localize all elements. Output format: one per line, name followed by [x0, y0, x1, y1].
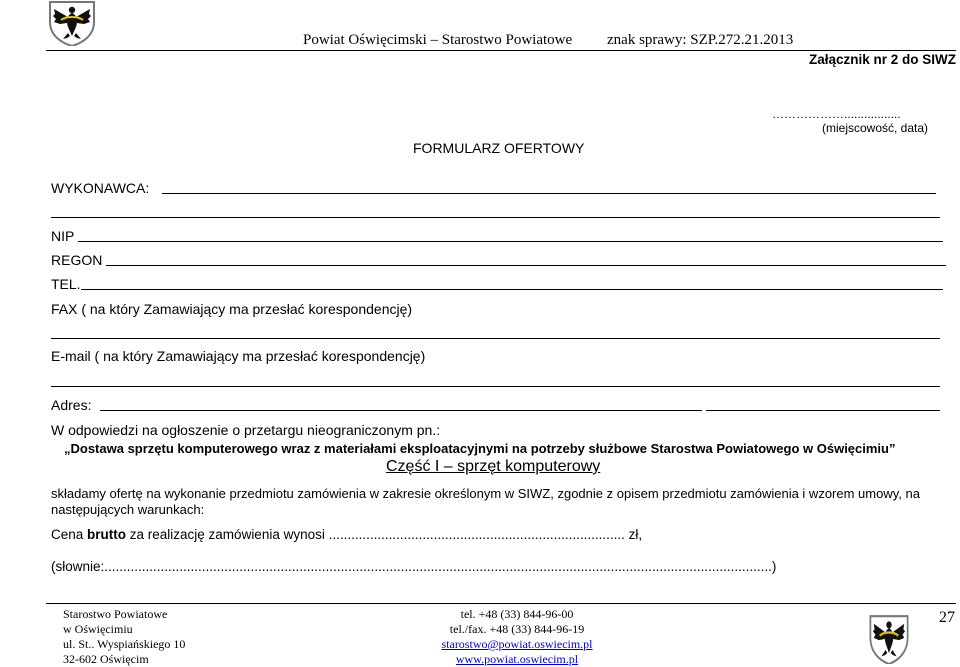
- price-in-words[interactable]: (słownie:..................................................................................................................................................................................): [51, 559, 777, 574]
- footer-left-line-4: 32-602 Oświęcim: [63, 652, 149, 666]
- attachment-label: Załącznik nr 2 do SIWZ: [809, 52, 957, 67]
- contractor-line-2[interactable]: [51, 217, 940, 218]
- offer-text-line-1: składamy ofertę na wykonanie przedmiotu zamówienia w zakresie określonym w SIWZ, zgodnie z opisem przedmiotu zamówienia i wzorem umowy, na: [51, 486, 920, 501]
- place-date-label: (miejscowość, data): [822, 121, 929, 135]
- footer-left: [63, 607, 185, 667]
- contractor-label: WYKONAWCA:: [51, 180, 150, 196]
- page-number: 27: [939, 609, 955, 626]
- price-suffix[interactable]: za realizację zamówienia wynosi ............................................................................... zł,: [126, 527, 643, 542]
- tender-title: „Dostawa sprzętu komputerowego wraz z materiałami eksploatacyjnymi na potrzeby służbowe Starostwa Powiatowego w Oświęcimiu”: [64, 441, 896, 456]
- contractor-line[interactable]: [162, 193, 936, 194]
- regon-line[interactable]: [106, 265, 946, 266]
- footer-left-line-1: Starostwo Powiatowe: [63, 607, 168, 621]
- tel-label: TEL.: [51, 276, 81, 292]
- footer-left-line-3: ul. St.. Wyspiańskiego 10: [63, 637, 186, 651]
- footer-rule: [46, 603, 956, 604]
- fax-label: FAX ( na który Zamawiający ma przesłać korespondencję): [51, 301, 413, 317]
- footer-website-link[interactable]: www.powiat.oswiecim.pl: [455, 652, 579, 666]
- footer-fax: tel./fax. +48 (33) 844-96-19: [449, 622, 585, 636]
- footer-right: [427, 607, 607, 667]
- intro-text: W odpowiedzi na ogłoszenie o przetargu nieograniczonym pn.:: [51, 422, 441, 438]
- fax-line[interactable]: [51, 338, 940, 339]
- eagle-logo-footer: [867, 614, 911, 664]
- address-label: Adres:: [51, 397, 92, 413]
- nip-label: NIP: [51, 228, 75, 244]
- footer-email-link[interactable]: starostwo@powiat.oswiecim.pl: [441, 637, 593, 651]
- nip-line[interactable]: [78, 241, 943, 242]
- footer-phone: tel. +48 (33) 844-96-00: [460, 607, 574, 621]
- header-rule: [46, 50, 956, 51]
- address-line-2[interactable]: [706, 410, 940, 411]
- eagle-logo-header: [46, 0, 98, 46]
- address-line[interactable]: [100, 410, 702, 411]
- tel-line[interactable]: [81, 289, 943, 290]
- offer-text-line-2: następujących warunkach:: [51, 502, 205, 517]
- footer-left-line-2: w Oświęcimiu: [63, 622, 133, 636]
- regon-label: REGON: [51, 252, 103, 268]
- price-line: [51, 527, 642, 542]
- email-line[interactable]: [51, 386, 940, 387]
- price-prefix: Cena: [51, 527, 88, 542]
- place-date-dots: ……………….................: [772, 107, 901, 121]
- part-heading: Część I – sprzęt komputerowy: [386, 458, 601, 475]
- form-title: FORMULARZ OFERTOWY: [413, 140, 585, 156]
- email-label: E-mail ( na który Zamawiający ma przesłać korespondencję): [51, 348, 426, 364]
- header-case-number: znak sprawy: SZP.272.21.2013: [607, 32, 794, 48]
- header-organization: Powiat Oświęcimski – Starostwo Powiatowe: [303, 32, 573, 48]
- price-gross-label: brutto: [87, 527, 127, 542]
